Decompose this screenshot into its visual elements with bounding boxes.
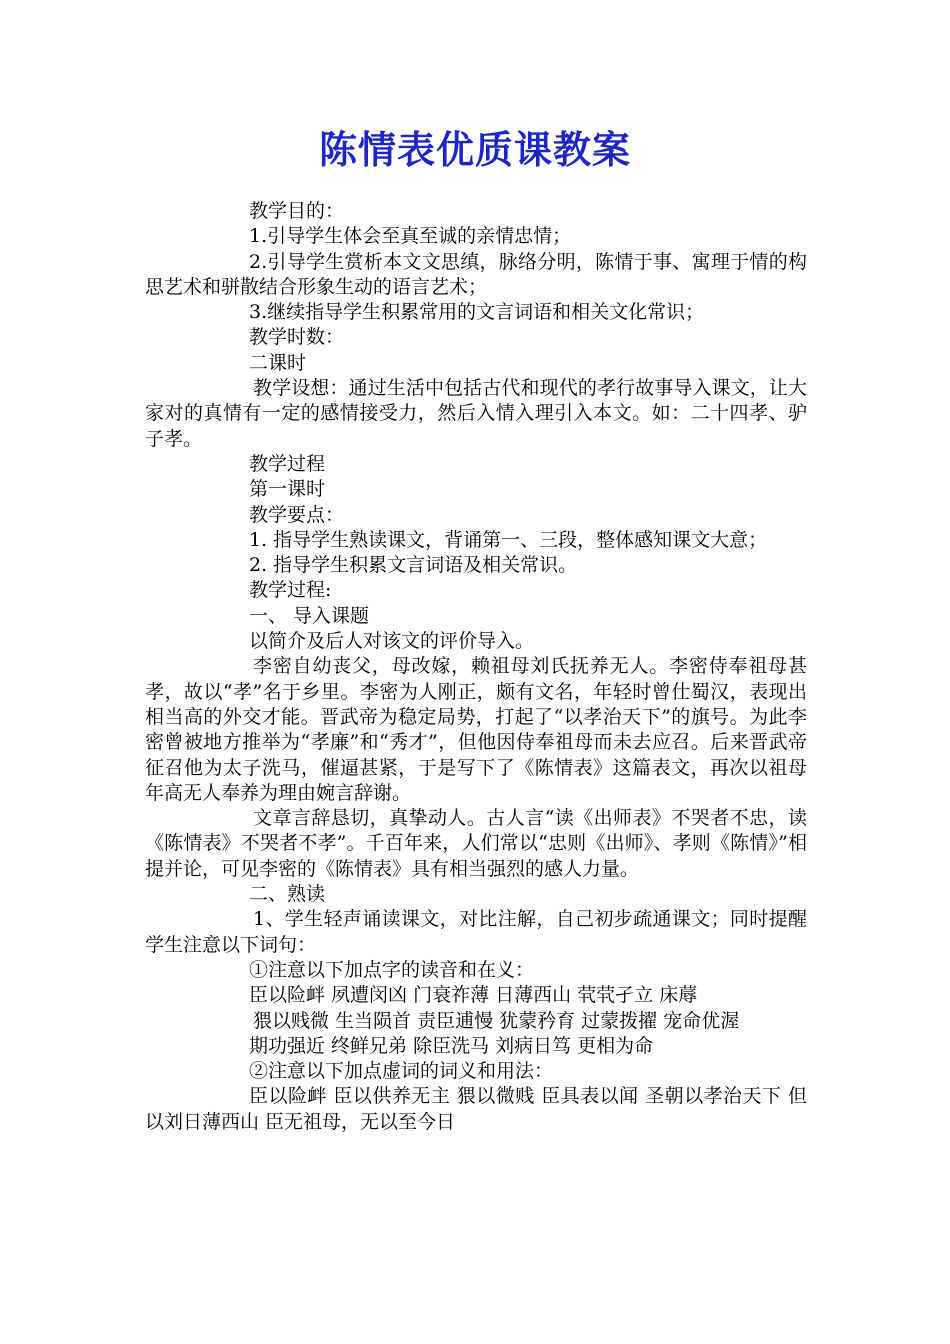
paragraph: 一、 导入课题 bbox=[249, 604, 370, 627]
paragraph: 臣以险衅 臣以供养无主 猥以微贱 臣具表以闻 圣朝以孝治天下 但以刘日薄西山 臣无祖母，无以至今日 bbox=[145, 1085, 807, 1133]
paragraph: 2.引导学生赏析本文文思缜，脉络分明，陈情于事、寓理于情的构思艺术和骈散结合形象生动的语言艺术； bbox=[145, 250, 807, 298]
document-body bbox=[145, 199, 807, 1135]
paragraph: 教学时数： bbox=[249, 326, 345, 349]
paragraph: 1. 指导学生熟读课文，背诵第一、三段，整体感知课文大意； bbox=[249, 528, 768, 551]
paragraph: 1、学生轻声诵读课文，对比注解，自己初步疏通课文；同时提醒学生注意以下词句： bbox=[145, 908, 807, 956]
paragraph: ②注意以下加点虚词的词义和用法： bbox=[249, 1060, 554, 1083]
paragraph: 2. 指导学生积累文言词语及相关常识。 bbox=[249, 554, 578, 577]
paragraph: 期功强近 终鲜兄弟 除臣洗马 刘病日笃 更相为命 bbox=[249, 1034, 654, 1057]
paragraph: 1.引导学生体会至真至诚的亲情忠情； bbox=[249, 225, 572, 248]
paragraph: 以简介及后人对该文的评价导入。 bbox=[249, 630, 535, 653]
paragraph: 教学设想：通过生活中包括古代和现代的孝行故事导入课文，让大家对的真情有一定的感情接受力，然后入情入理引入本文。如：二十四孝、驴子孝。 bbox=[145, 377, 807, 450]
paragraph: 教学过程: bbox=[249, 579, 332, 602]
paragraph: 猥以贱微 生当陨首 责臣逋慢 犹蒙矜育 过蒙拨擢 宠命优渥 bbox=[253, 1009, 740, 1032]
paragraph: 教学要点： bbox=[249, 503, 345, 526]
paragraph: 3.继续指导学生积累常用的文言词语和相关文化常识； bbox=[249, 301, 705, 324]
paragraph: 二、熟读 bbox=[249, 883, 326, 906]
paragraph: 第一课时 bbox=[249, 478, 326, 501]
paragraph: 教学目的： bbox=[249, 200, 345, 222]
paragraph: 李密自幼丧父，母改嫁，赖祖母刘氏抚养无人。李密侍奉祖母甚孝，故以“孝”名于乡里。李密为人刚正，颇有文名，年轻时曾仕蜀汉，表现出相当高的外交才能。晋武帝为稳定局势，打起了“以孝治天下”的旗号。为此李密曾被地方推举为“孝廉”和“秀才”，但他因侍奉祖母而未去应召。后来晋武帝征召他为太子洗马，催逼甚紧，于是写下了《陈情表》这篇表文，再次以祖母年高无人奉养为理由婉言辞谢。 bbox=[145, 655, 807, 804]
paragraph: 文章言辞恳切，真挚动人。古人言“读《出师表》不哭者不忠，读《陈情表》不哭者不孝”。千百年来，人们常以“忠则《出师》、孝则《陈情》”相提并论，可见李密的《陈情表》具有相当强烈的感人力量。 bbox=[145, 807, 807, 880]
paragraph: 臣以险衅 夙遭闵凶 门衰祚薄 日薄西山 茕茕孑立 床蓐 bbox=[249, 984, 698, 1007]
paragraph: 教学过程 bbox=[249, 452, 326, 475]
document-title: 陈情表优质课教案 bbox=[318, 127, 631, 172]
paragraph: ①注意以下加点字的读音和在义： bbox=[249, 958, 535, 981]
paragraph: 二课时 bbox=[249, 351, 307, 374]
